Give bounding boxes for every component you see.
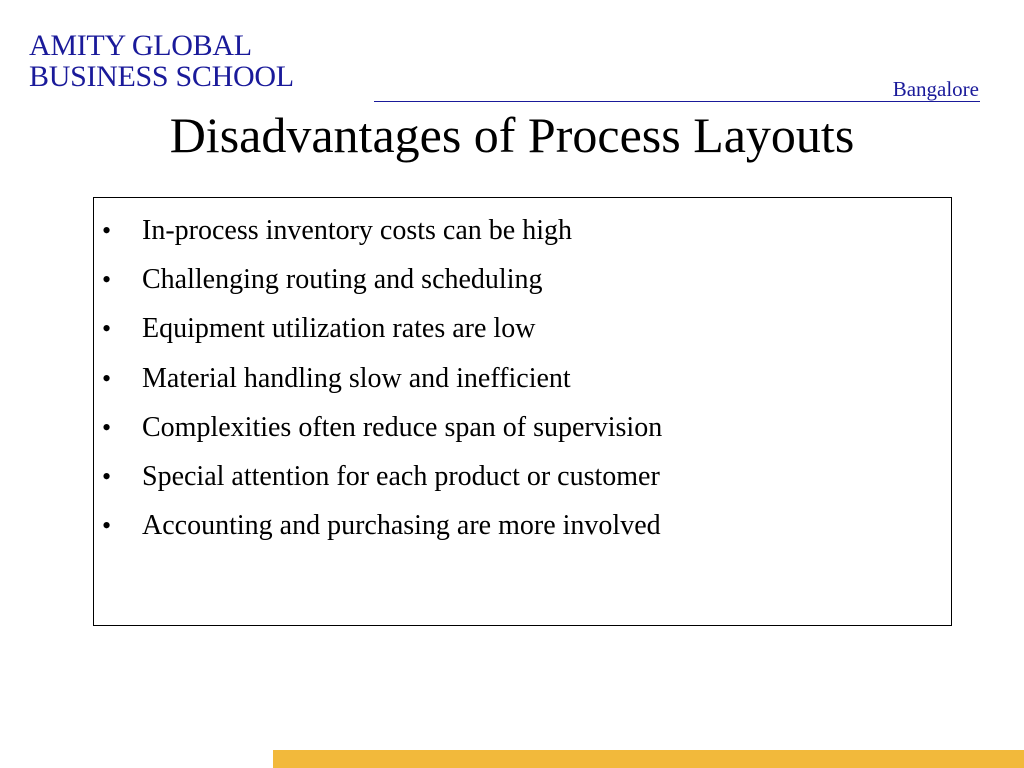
school-logo-text (29, 30, 294, 92)
bullet-icon: • (102, 314, 112, 344)
list-item (94, 206, 951, 255)
bullet-icon: • (102, 265, 112, 295)
slide-title: Disadvantages of Process Layouts (169, 107, 855, 163)
bullet-icon: • (102, 412, 112, 442)
campus-label: Bangalore (892, 77, 979, 101)
bullet-text: In-process inventory costs can be high (142, 215, 572, 246)
bullet-content-box (93, 197, 952, 626)
bullet-icon: • (102, 462, 112, 492)
list-item (94, 501, 951, 550)
bullet-icon: • (102, 216, 112, 245)
brand-line-2: BUSINESS SCHOOL (29, 60, 294, 93)
brand-line-1: AMITY GLOBAL (29, 29, 252, 62)
header-divider (374, 101, 980, 102)
list-item (94, 354, 951, 403)
bullet-text: Material handling slow and inefficient (142, 362, 571, 394)
list-item (94, 304, 951, 353)
bullet-icon: • (102, 363, 112, 393)
bullet-list (94, 198, 951, 550)
list-item (94, 255, 951, 304)
bullet-text: Special attention for each product or customer (142, 461, 660, 493)
list-item (94, 452, 951, 501)
bullet-text: Accounting and purchasing are more involved (142, 510, 661, 542)
footer-accent-bar (273, 750, 1024, 768)
bullet-icon: • (102, 511, 112, 541)
bullet-text: Challenging routing and scheduling (142, 264, 543, 296)
bullet-text: Equipment utilization rates are low (142, 313, 536, 345)
list-item (94, 403, 951, 452)
bullet-text: Complexities often reduce span of supervision (142, 411, 663, 443)
